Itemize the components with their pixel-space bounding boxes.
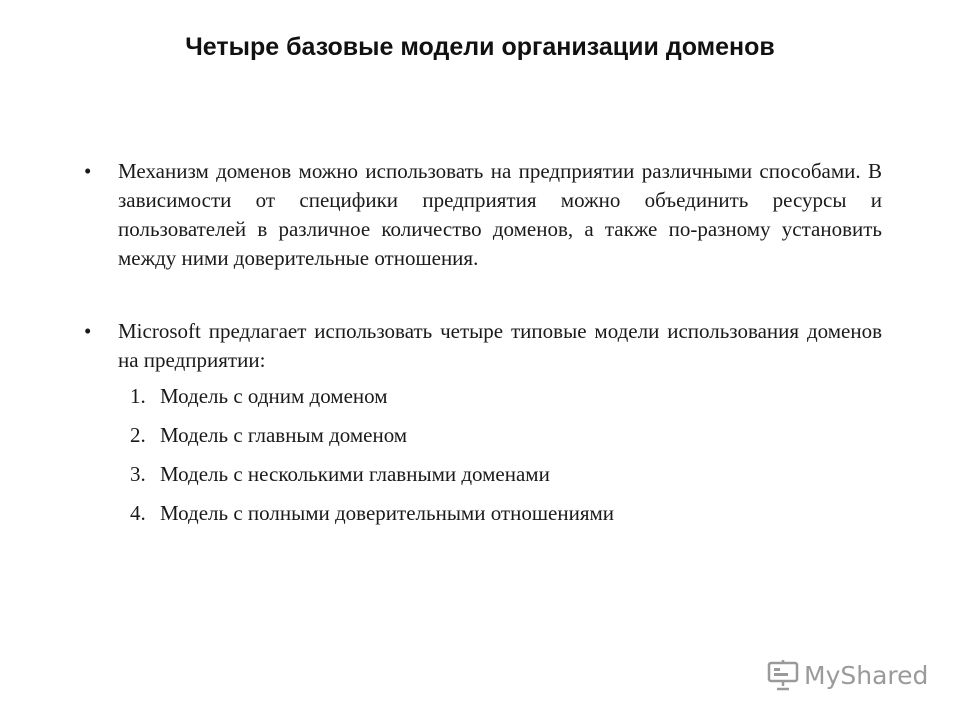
bullet-marker: • [84, 159, 92, 183]
list-item-text: Модель с полными доверительными отношениями [160, 501, 615, 525]
list-item-number: 1. [130, 384, 146, 408]
bullet-text: Механизм доменов можно использовать на предприятии различными способами. В зависимости от специфики предприятия можно объединить ресурсы и пользователей в различное количество доменов, а также по-разному установить между ними доверительные отношения. [118, 159, 882, 270]
slide-title: Четыре базовые модели организации доменов [185, 33, 775, 61]
bullet-text: Microsoft предлагает использовать четыре типовые модели использования доменов на предприятии: [118, 319, 882, 372]
slide-content [84, 157, 882, 538]
list-item-text: Модель с одним доменом [160, 384, 388, 408]
domain-models-list [84, 382, 882, 538]
bullet-marker: • [84, 319, 92, 343]
list-item-number: 3. [130, 462, 146, 486]
list-item-number: 4. [130, 501, 146, 525]
watermark-text: MyShared [804, 660, 929, 690]
list-item [84, 382, 882, 421]
list-item-number: 2. [130, 423, 146, 447]
watermark [766, 655, 928, 695]
list-item [84, 421, 882, 460]
list-item-text: Модель с главным доменом [160, 423, 408, 447]
bullet-microsoft-models [84, 317, 882, 375]
list-item [84, 460, 882, 499]
bullet-domains-mechanism [84, 157, 882, 273]
list-item-text: Модель с несколькими главными доменами [160, 462, 550, 486]
presentation-board-icon [766, 658, 800, 692]
list-item [84, 499, 882, 538]
